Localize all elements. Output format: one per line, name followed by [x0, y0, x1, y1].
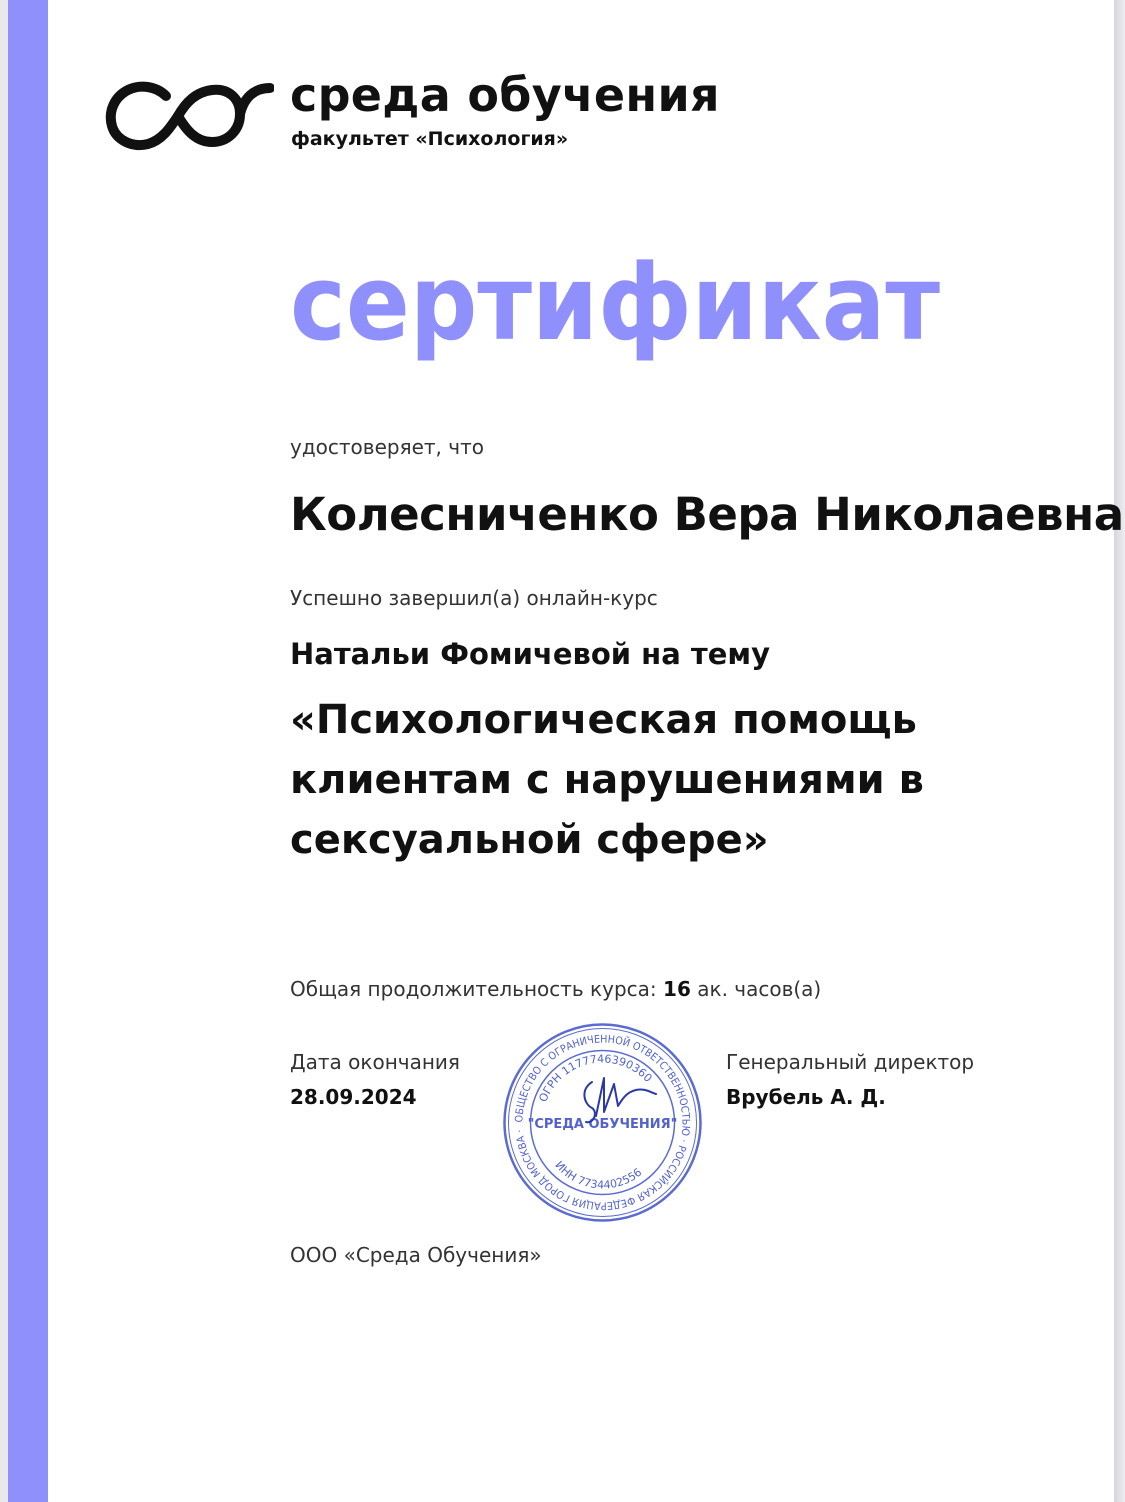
brand-faculty: факультет «Психология»	[291, 128, 569, 150]
brand-name: среда обучения	[290, 68, 720, 122]
end-date-label: Дата окончания	[290, 1050, 460, 1074]
course-title: «Психологическая помощь клиентам с нарушениями в сексуальной сфере»	[290, 697, 924, 863]
duration-hours: 16	[663, 977, 691, 1001]
completed-text: Успешно завершил(а) онлайн-курс	[290, 586, 658, 610]
course-author: Натальи Фомичевой на тему	[290, 637, 770, 671]
page-edge	[1114, 0, 1125, 1502]
end-date: 28.09.2024	[290, 1085, 417, 1109]
accent-stripe	[8, 0, 48, 1502]
certificate-title	[280, 232, 960, 382]
stamp-center-text: "СРЕДА ОБУЧЕНИЯ"	[527, 1117, 678, 1132]
svg-text:ИНН 7734402556	[552, 1159, 644, 1192]
duration-suffix: ак. часов(а)	[697, 977, 822, 1001]
director-label: Генеральный директор	[726, 1050, 975, 1074]
stamp-outer-text: ОБЩЕСТВО С ОГРАНИЧЕННОЙ ОТВЕТСТВЕННОСТЬЮ · РОССИЙСКАЯ ФЕДЕРАЦИЯ ГОРОД МОСКВА ·	[513, 1033, 692, 1212]
stamp-inn: ИНН 7734402556	[552, 1158, 645, 1192]
certificate-title-text: сертификат	[290, 242, 940, 364]
director-name: Врубель А. Д.	[726, 1085, 886, 1109]
company-name: ООО «Среда Обучения»	[290, 1243, 542, 1267]
certifies-text: удостоверяет, что	[290, 435, 484, 459]
company-stamp	[500, 1020, 705, 1225]
duration-prefix: Общая продолжительность курса:	[290, 977, 657, 1001]
stamp-ogrn: ОГРН 1177746390360	[536, 1052, 655, 1104]
recipient-name: Колесниченко Вера Николаевна	[290, 488, 1124, 541]
brand-logo-icon	[104, 80, 274, 152]
course-duration	[290, 977, 821, 1001]
